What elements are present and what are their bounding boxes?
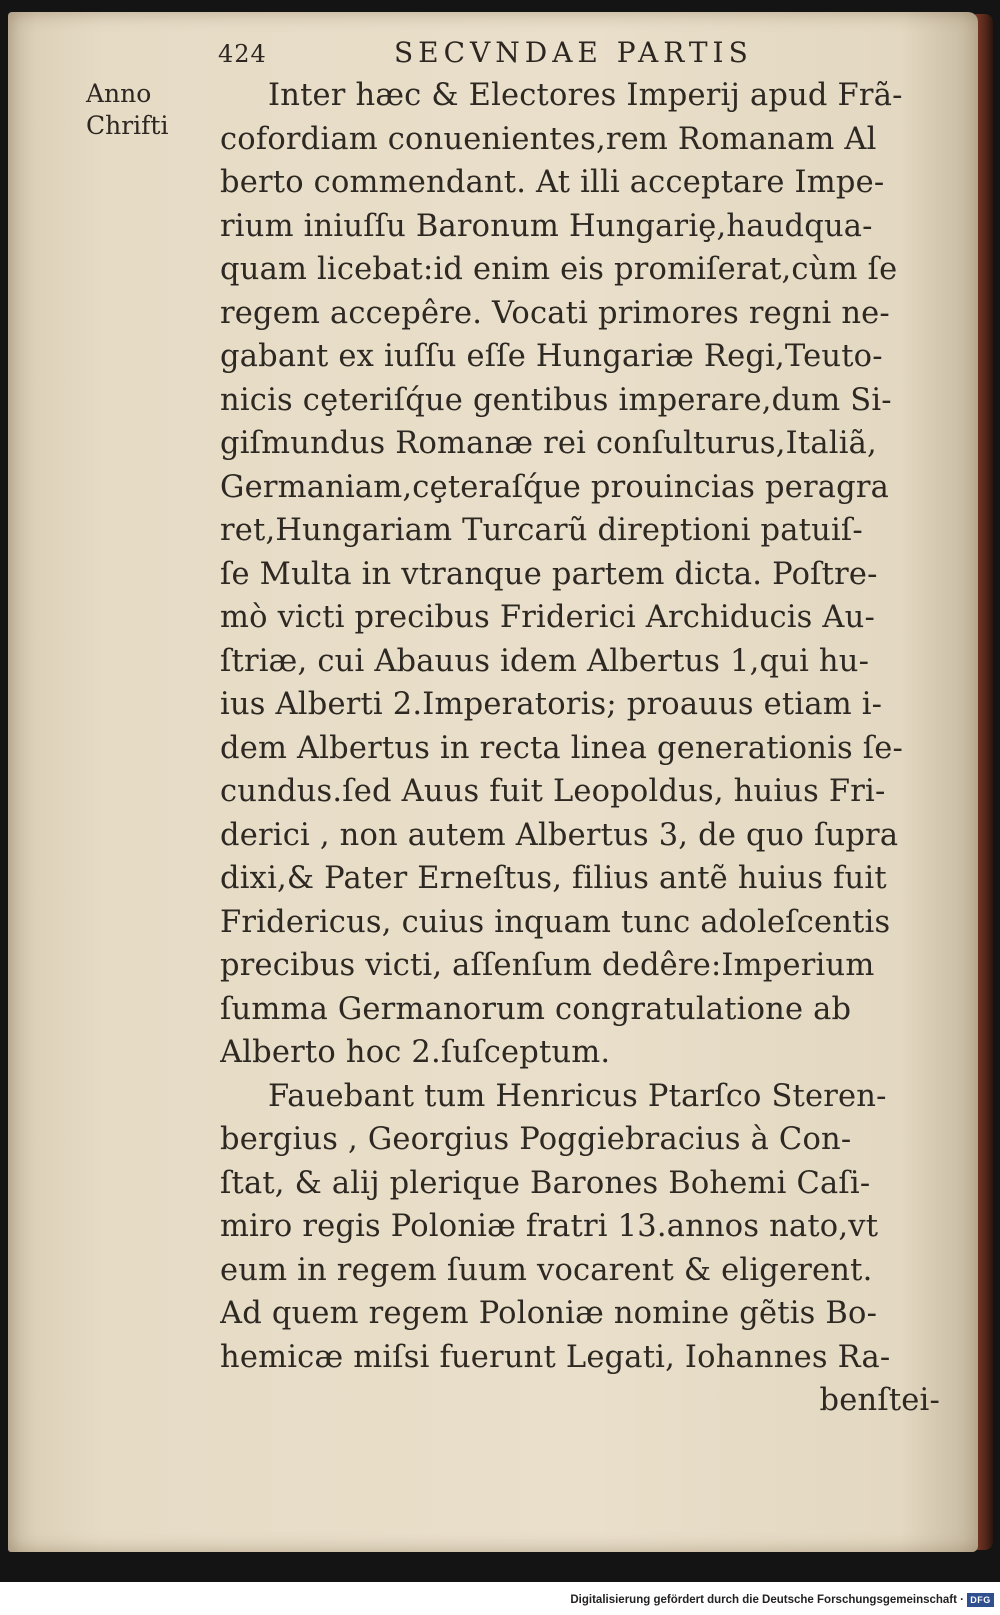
text-line: mò victi precibus Friderici Archiducis Au- [220, 600, 876, 635]
text-line: rium iniuſſu Baronum Hungariȩ,haudqua- [220, 208, 873, 244]
marginal-note [86, 78, 196, 142]
body-text [220, 74, 940, 1423]
text-line: dem Albertus in recta linea generationis ſe- [220, 730, 903, 766]
text-line: nicis cȩteriſq́ue gentibus imperare,dum Si- [220, 382, 892, 418]
text-line: quam licebat:id enim eis promiſerat,cùm ſe [220, 252, 898, 287]
text-line: regem accepêre. Vocati primores regni ne- [220, 295, 890, 331]
text-line: benſtei- [819, 1383, 940, 1418]
text-line: Inter hæc & Electores Imperij apud Frã- [268, 78, 903, 113]
text-line: ſtat, & alij plerique Barones Bohemi Caſi- [220, 1165, 871, 1201]
text-line: hemicæ miſsi fuerunt Legati, Iohannes Ra- [220, 1339, 891, 1375]
text-line: dixi,& Pater Erneſtus, filius antẽ huius fuit [220, 861, 887, 896]
text-line: cofordiam conuenientes,rem Romanam Al [220, 121, 877, 157]
marginal-note-line: Anno [86, 79, 152, 108]
text-line: Fauebant tum Henricus Ptarſco Steren- [268, 1078, 887, 1114]
text-line: ius Alberti 2.Imperatoris; proauus etiam i- [220, 687, 883, 722]
dfg-logo-icon: DFG [967, 1593, 994, 1607]
text-line: ſe Multa in vtranque partem dicta. Poſtre- [220, 556, 878, 592]
text-line: berto commendant. At illi acceptare Impe- [220, 165, 885, 200]
running-head [0, 34, 1000, 74]
text-line: ſumma Germanorum congratulatione ab [220, 991, 852, 1027]
text-line: Alberto hoc 2.ſuſceptum. [220, 1035, 611, 1070]
funding-notice: Digitalisierung gefördert durch die Deutsche Forschungsgemeinschaft · [570, 1594, 964, 1606]
text-line: gabant ex iuſſu eſſe Hungariæ Regi,Teuto- [220, 339, 883, 374]
footer-bar [0, 1590, 1000, 1612]
text-line: giſmundus Romanæ rei conſulturus,Italiã, [220, 426, 877, 461]
text-line: miro regis Poloniæ fratri 13.annos nato,vt [220, 1209, 879, 1244]
text-line: precibus victi, aſſenſum dedêre:Imperium [220, 948, 875, 983]
text-line: ſtriæ, cui Abauus idem Albertus 1,qui hu- [220, 643, 870, 679]
page-heading: SECVNDAE PARTIS [394, 36, 753, 69]
text-line: bergius , Georgius Poggiebracius à Con- [220, 1122, 852, 1157]
text-line: cundus.ſed Auus fuit Leopoldus, huius Fri- [220, 774, 886, 809]
page-number: 424 [218, 40, 267, 68]
text-line: ret,Hungariam Turcarũ direptioni patuiſ- [220, 513, 863, 548]
text-line: Germaniam,cȩteraſq́ue prouincias peragra [220, 469, 890, 505]
text-line: eum in regem ſuum vocarent & eligerent. [220, 1252, 873, 1288]
marginal-note-line: Chrifti [86, 111, 169, 140]
text-line: derici , non autem Albertus 3, de quo ſupra [220, 817, 899, 853]
text-line: Fridericus, cuius inquam tunc adoleſcentis [220, 904, 891, 940]
text-line: Ad quem regem Poloniæ nomine gẽtis Bo- [220, 1296, 878, 1331]
